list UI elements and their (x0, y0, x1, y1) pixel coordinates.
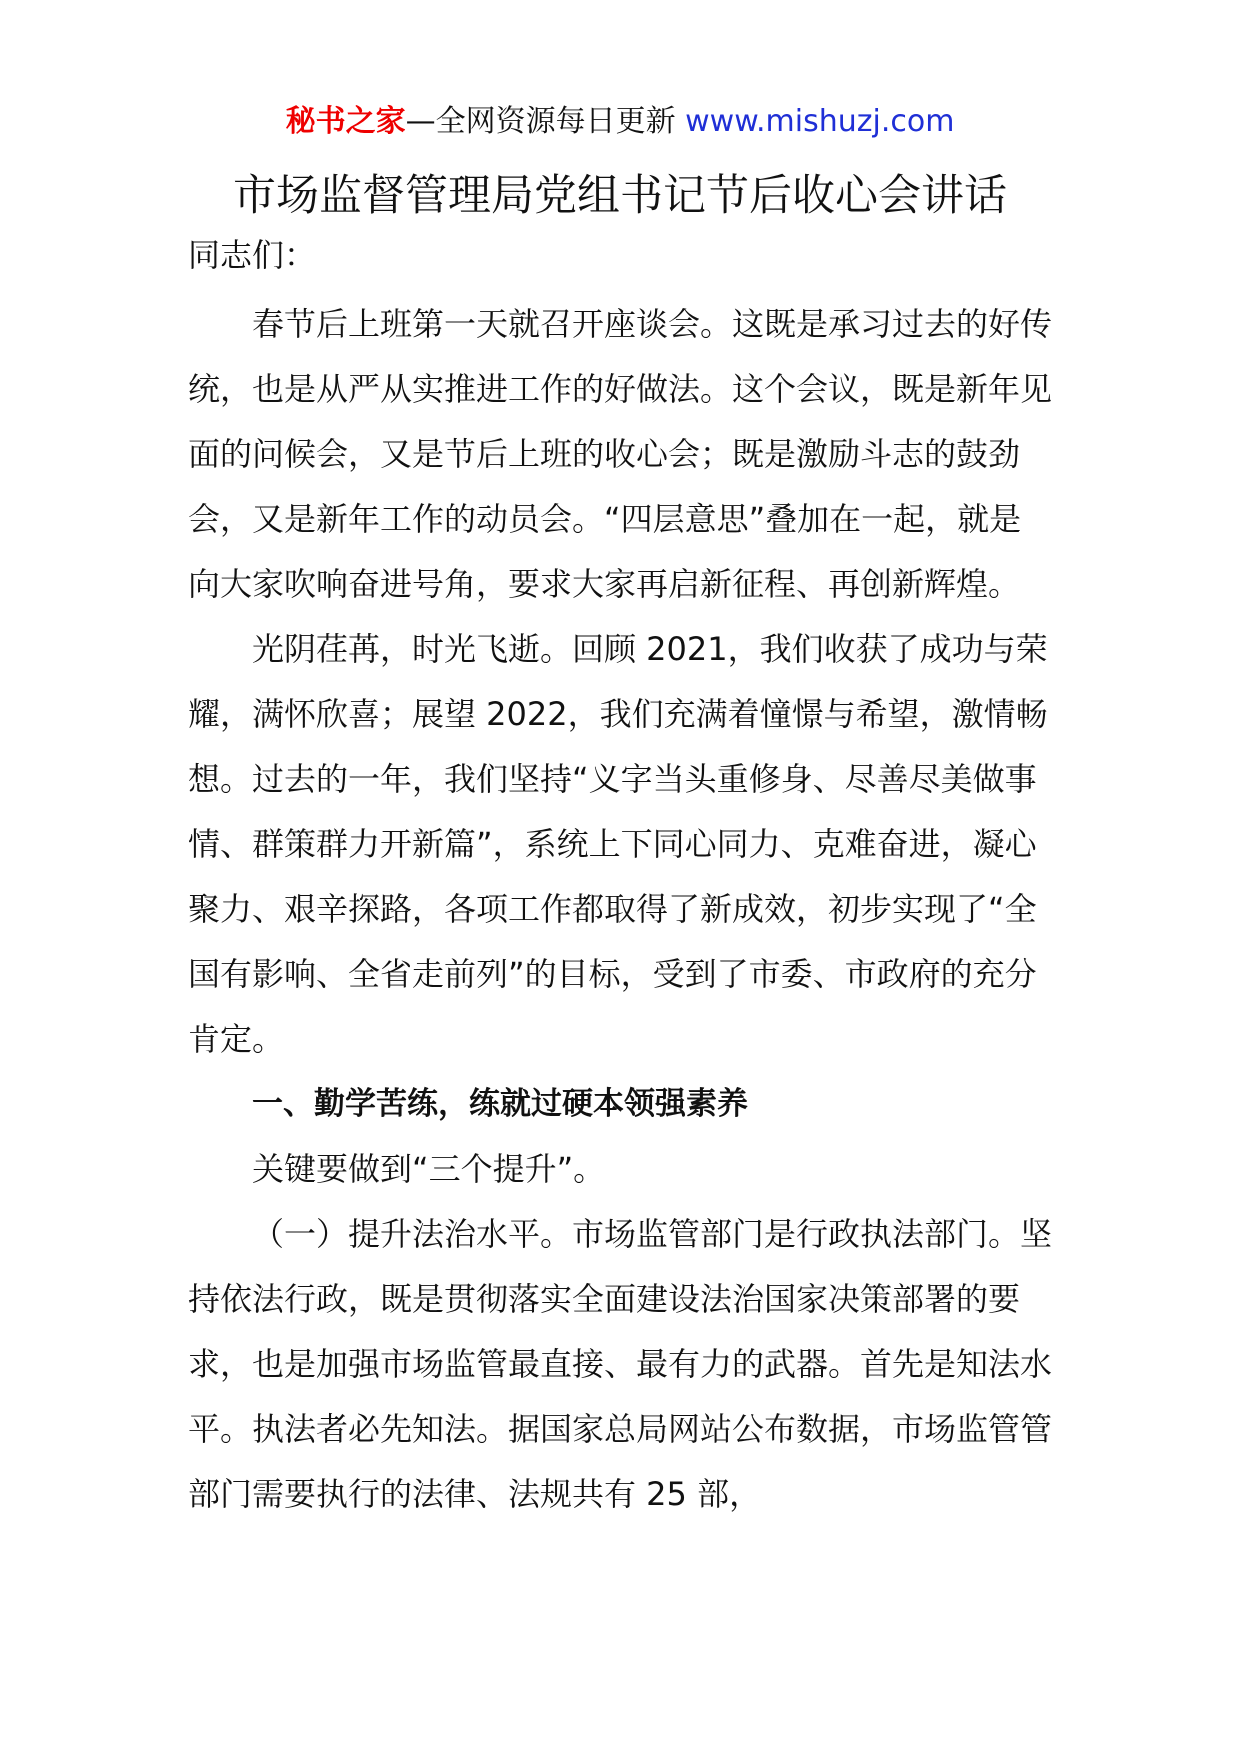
section-heading: 一、勤学苦练，练就过硬本领强素养 (252, 1086, 748, 1122)
section-intro: 关键要做到“三个提升”。 (252, 1150, 606, 1188)
brand-name: 秘书之家 (285, 104, 406, 139)
body-paragraph-2: 光阴荏苒，时光飞逝。回顾 2021，我们收获了成功与荣耀，满怀欣喜；展望 2022，我们充满着憧憬与希望，激情畅想。过去的一年，我们坚持“义字当头重修身、尽善尽美做事情、群策群力开新篇”，系统上下同心同力、克难奋进，凝心聚力、艰辛探路，各项工作都取得了新成效，初步实现了“全国有影响、全省走前列”的目标，受到了市委、市政府的充分肯定。 (188, 630, 1048, 1058)
body-paragraph-1: 春节后上班第一天就召开座谈会。这既是承习过去的好传统，也是从严从实推进工作的好做法。这个会议，既是新年见面的问候会，又是节后上班的收心会；既是激励斗志的鼓劲会，又是新年工作的动员会。“四层意思”叠加在一起，就是向大家吹响奋进号角，要求大家再启新征程、再创新辉煌。 (188, 305, 1053, 603)
site-url[interactable]: www.mishuzj.com (685, 104, 955, 139)
header-tagline: —全网资源每日更新 (405, 104, 676, 139)
section-paragraph: （一）提升法治水平。市场监管部门是行政执法部门。坚持依法行政，既是贯彻落实全面建设法治国家决策部署的要求，也是加强市场监管最直接、最有力的武器。首先是知法水平。执法者必先知法。据国家总局网站公布数据，市场监管管部门需要执行的法律、法规共有 25 部， (188, 1215, 1053, 1513)
site-header (0, 100, 1240, 144)
document-body (188, 228, 1052, 1527)
document-title: 市场监督管理局党组书记节后收心会讲话 (233, 171, 1007, 221)
salutation: 同志们： (188, 236, 317, 274)
